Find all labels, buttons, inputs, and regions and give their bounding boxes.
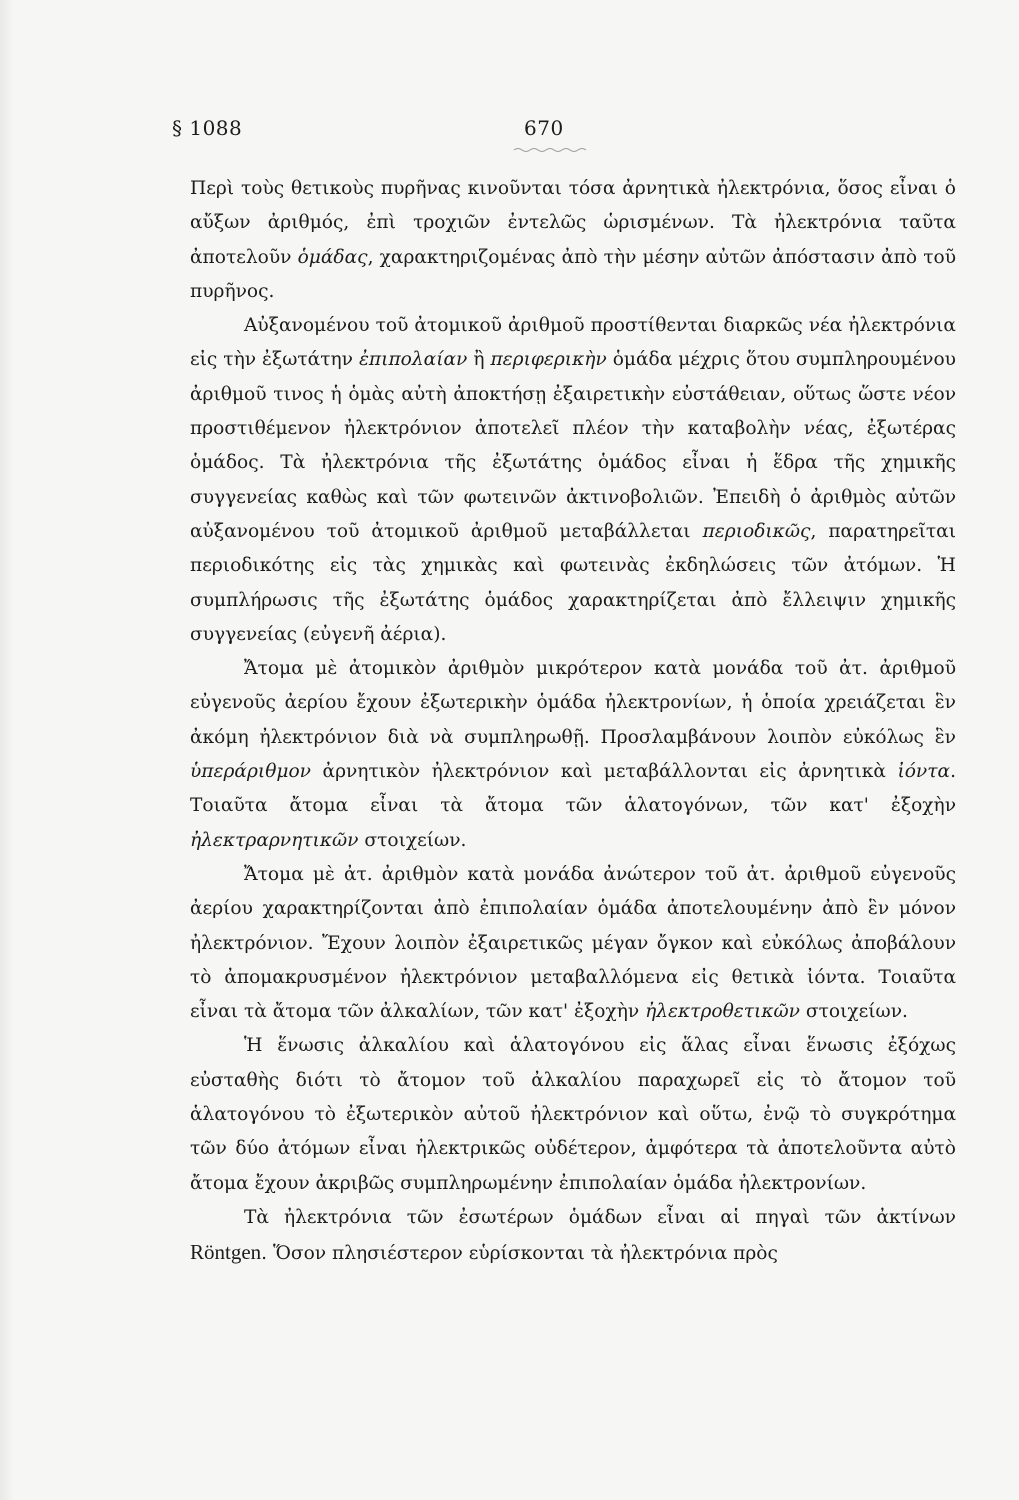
text-run: Τὰ ἠλεκτρόνια τῶν ἐσωτέρων ὁμάδων εἶναι αἱ πηγαὶ τῶν ἀκτίνων: [244, 1206, 956, 1228]
text-run: ὁμάδα μέχρις ὅτου συμπληρουμένου ἀριθμοῦ τινος ἡ ὁμὰς αὐτὴ ἀποκτήσῃ ἐξαιρετικὴν εὐστάθειαν, οὕτως ὥστε νέον προστιθέμενον ἠλεκτρόνιον ἀποτελεῖ πλέον τὴν καταβολὴν νέας, ἐξωτέρας ὁμάδος. Τὰ ἠλεκτρόνια τῆς ἐξωτάτης ὁμάδος εἶναι ἡ ἕδρα τῆς χημικῆς συγγενείας καθὼς καὶ τῶν φωτεινῶν ἀκτινοβολιῶν. Ἐπειδὴ ὁ ἀριθμὸς αὐτῶν αὐξανομένου τοῦ ἀτομικοῦ ἀριθμοῦ μεταβάλλεται: [190, 349, 956, 542]
text-run: Ἡ ἕνωσις ἀλκαλίου καὶ ἁλατογόνου εἰς ἅλας εἶναι ἕνωσις ἐξόχως εὐσταθὴς διότι τὸ ἄτομον τοῦ ἀλκαλίου παραχωρεῖ εἰς τὸ ἄτομον τοῦ ἁλατογόνου τὸ ἐξωτερικὸν αὐτοῦ ἠλεκτρόνιον καὶ οὕτω, ἐνῷ τὸ συγκρότημα τῶν δύο ἀτόμων εἶναι ἠλεκτρικῶς οὐδέτερον, ἀμφότερα τὰ ἀποτελοῦντα αὐτὸ ἄτομα ἔχουν ἀκριβῶς συμπληρωμένην ἐπιπολαίαν ὁμάδα ἠλεκτρονίων.: [190, 1035, 956, 1194]
paragraph: [190, 652, 956, 858]
text-run: Αὐξανομένου τοῦ ἀτομικοῦ ἀριθμοῦ προστίθενται διαρκῶς νέα ἠλεκτρόνια εἰς τὴν ἐξωτάτην: [190, 315, 956, 371]
text-run: Ἄτομα μὲ ἀτομικὸν ἀριθμὸν μικρότερον κατὰ μονάδα τοῦ ἀτ. ἀριθμοῦ εὐγενοῦς ἀερίου ἔχουν ἐξωτερικὴν ὁμάδα ἠλεκτρονίων, ἡ ὁποία χρειάζεται ἓν ἀκόμη ἠλεκτρόνιον διὰ νὰ συμπληρωθῇ. Προσλαμβάνουν λοιπὸν εὐκόλως ἓν: [190, 658, 956, 748]
italic-term: ἐπιπολαίαν: [358, 349, 468, 371]
text-run: ἀρνητικὸν ἠλεκτρόνιον καὶ μεταβάλλονται εἰς ἀρνητικὰ: [311, 761, 898, 783]
text-run: . Τοιαῦτα ἄτομα εἶναι τὰ ἄτομα τῶν ἁλατογόνων, τῶν κατ' ἐξοχὴν: [190, 761, 956, 817]
text-run: ἢ: [467, 349, 491, 371]
text-run: Περὶ τοὺς θετικοὺς πυρῆνας κινοῦνται τόσα ἀρνητικὰ ἠλεκτρόνια, ὅσος εἶναι ὁ αὔξων ἀριθμός, ἐπὶ τροχιῶν ἐντελῶς ὡρισμένων. Τὰ ἠλεκτρόνια ταῦτα ἀποτελοῦν: [190, 178, 956, 268]
italic-term: ὑπεράριθμον: [190, 761, 311, 783]
italic-term: ἰόντα: [897, 761, 951, 783]
section-number: § 1088: [172, 116, 243, 140]
text-run: Ἄτομα μὲ ἀτ. ἀριθμὸν κατὰ μονάδα ἀνώτερον τοῦ ἀτ. ἀριθμοῦ εὐγενοῦς ἀερίου χαρακτηρίζονται ἀπὸ ἐπιπολαίαν ὁμάδα ἀποτελουμένην ἀπὸ ἓν μόνον ἠλεκτρόνιον. Ἔχουν λοιπὸν ἐξαιρετικῶς μέγαν ὄγκον καὶ εὐκόλως ἀποβάλουν τὸ ἀπομακρυσμένον ἠλεκτρόνιον μεταβαλλόμενα εἰς θετικὰ ἰόντα. Τοιαῦτα εἶναι τὰ ἄτομα τῶν ἀλκαλίων, τῶν κατ' ἐξοχὴν: [190, 863, 956, 1023]
paragraph: [190, 1201, 956, 1272]
text-run: στοιχείων.: [799, 1001, 908, 1023]
page-header: [172, 116, 960, 152]
italic-term: περιοδικῶς: [702, 520, 811, 542]
decorative-underline: [512, 146, 592, 154]
text-run: , χαρακτηριζομένας ἀπὸ τὴν μέσην αὐτῶν ἀπόστασιν ἀπὸ τοῦ πυρῆνος.: [190, 246, 956, 302]
body-text: [190, 172, 956, 1272]
page-number: 670: [524, 116, 564, 140]
italic-term: ἠλεκτροθετικῶν: [645, 1001, 800, 1023]
text-run: , παρατηρεῖται περιοδικότης εἰς τὰς χημικὰς καὶ φωτεινὰς ἐκδηλώσεις τῶν ἀτόμων. Ἡ συμπλήρωσις τῆς ἐξωτάτης ὁμάδος χαρακτηρίζεται ἀπὸ ἔλλειψιν χημικῆς συγγενείας (εὐγενῆ ἀέρια).: [190, 520, 957, 645]
text-run: . Ὅσον πλησιέστερον εὑρίσκονται τὰ ἠλεκτρόνια πρὸς: [261, 1243, 778, 1265]
paragraph: [190, 172, 956, 309]
italic-term: περιφερικὴν: [490, 349, 607, 371]
paragraph: [190, 1029, 956, 1200]
paragraph: [190, 309, 956, 652]
text-run: Röntgen: [190, 1240, 262, 1265]
italic-term: ἠλεκτραρνητικῶν: [190, 829, 359, 851]
italic-term: ὁμάδας: [297, 246, 368, 268]
paragraph: [190, 858, 956, 1029]
text-run: στοιχείων.: [358, 829, 467, 851]
